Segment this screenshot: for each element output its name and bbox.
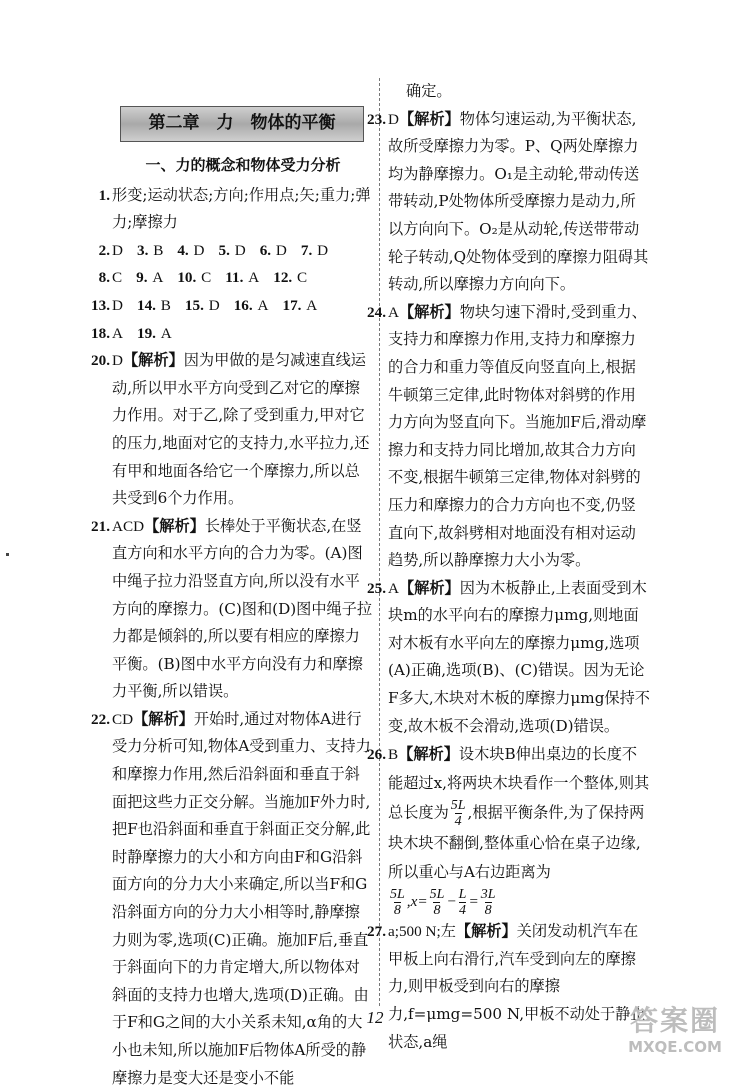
fraction-denominator: 4 bbox=[454, 814, 462, 830]
item-number: 6. bbox=[259, 241, 272, 259]
fraction bbox=[459, 887, 467, 918]
section-title: 一、力的概念和物体受力分析 bbox=[145, 156, 341, 174]
answer-item-22 bbox=[91, 706, 374, 1092]
answer-row-13-17 bbox=[91, 292, 374, 320]
item-number: 11. bbox=[225, 269, 244, 287]
item-number: 8. bbox=[98, 269, 110, 287]
answer-value: D bbox=[388, 110, 399, 128]
answer-item-1 bbox=[98, 182, 374, 237]
analysis-tag: 【解析】 bbox=[398, 578, 460, 597]
analysis-tag: 【解析】 bbox=[398, 745, 459, 764]
answer-value: B bbox=[153, 241, 164, 259]
fraction-numerator: 5L bbox=[390, 887, 405, 903]
answer-item-21 bbox=[91, 513, 374, 706]
explanation-text: 长棒处于平衡状态,在竖直方向和水平方向的合力为零。(A)图中绳子拉力沿竖直方向,所以没有水平方向的摩擦力。(C)图和(D)图中绳子拉力都是倾斜的,所以要有相应的摩擦力平衡。(B)图中水平方向没有力和摩擦力平衡,所以错误。 bbox=[112, 516, 373, 701]
explanation-text: 设木块B伸出桌边的长度不能超过x,将两块木块看作一个整体,则其总长度为 bbox=[388, 745, 650, 822]
answer-value: B bbox=[160, 296, 171, 314]
fraction-denominator: 8 bbox=[393, 903, 401, 919]
item-text: 形变;运动状态;方向;作用点;矢;重力;弹力;摩擦力 bbox=[112, 185, 371, 232]
answer-value: C bbox=[297, 269, 308, 287]
item-number: 21. bbox=[91, 517, 110, 535]
watermark-url: MXQE.COM bbox=[628, 1038, 722, 1056]
analysis-tag: 【解析】 bbox=[398, 302, 460, 321]
answer-value: D bbox=[112, 241, 123, 259]
answer-value: A bbox=[388, 579, 399, 597]
item-number: 20. bbox=[91, 352, 110, 370]
item-number: 12. bbox=[273, 269, 293, 287]
fraction-numerator: L bbox=[458, 887, 467, 903]
analysis-tag: 【解析】 bbox=[398, 109, 460, 128]
column-divider bbox=[379, 78, 381, 1006]
item-number: 5. bbox=[218, 241, 230, 259]
margin-mark bbox=[6, 553, 9, 556]
answer-item-23 bbox=[367, 106, 650, 299]
item-number: 15. bbox=[184, 296, 204, 314]
item-number: 13. bbox=[91, 296, 110, 314]
item-number: 10. bbox=[177, 269, 197, 287]
answer-value: CD bbox=[112, 710, 134, 728]
answer-value: D bbox=[112, 352, 123, 370]
item-number: 3. bbox=[136, 241, 149, 259]
item-number: 9. bbox=[136, 269, 148, 287]
item-number: 23. bbox=[367, 110, 386, 128]
analysis-tag: 【解析】 bbox=[133, 709, 194, 728]
answer-item-24 bbox=[367, 299, 650, 575]
explanation-text: ,根据平衡条件,为了保持两块木块不翻倒,整体重心恰在桌子边缘,所以重心与A右边距离为 bbox=[388, 803, 645, 882]
item-number: 26. bbox=[367, 746, 386, 764]
item-number: 14. bbox=[136, 296, 156, 314]
left-column bbox=[91, 78, 374, 1092]
fraction-denominator: 8 bbox=[433, 903, 441, 919]
answer-value: D bbox=[317, 241, 329, 259]
answer-value: A bbox=[257, 296, 269, 314]
item-number: 27. bbox=[367, 923, 386, 941]
item-number: 4. bbox=[177, 241, 189, 259]
fraction-numerator: 5L bbox=[429, 887, 445, 903]
answer-row-2-7 bbox=[98, 237, 374, 265]
fraction-numerator: 5L bbox=[450, 798, 466, 814]
item-number: 7. bbox=[300, 241, 313, 259]
answer-item-25 bbox=[367, 575, 650, 741]
explanation-text: 因为甲做的是匀减速直线运动,所以甲水平方向受到乙对它的摩擦力作用。对于乙,除了受到重力,甲对它的压力,地面对它的支持力,水平拉力,还有甲和地面各给它一个摩擦力,所以总共受到6个力作用。 bbox=[112, 351, 370, 508]
item-number: 22. bbox=[91, 710, 110, 728]
chapter-title: 第二章 力 物体的平衡 bbox=[120, 106, 364, 142]
item-number: 1. bbox=[98, 186, 110, 204]
analysis-tag: 【解析】 bbox=[455, 922, 517, 941]
answer-value: D bbox=[234, 241, 246, 259]
explanation-text: 因为木板静止,上表面受到木块m的水平向右的摩擦力μmg,则地面对木板有水平向左的摩擦力μmg,选项(A)正确,选项(B)、(C)错误。因为无论F多大,木块对木板的摩擦力μmg保持不变,故木板不会滑动,选项(D)错误。 bbox=[388, 578, 650, 735]
answer-value: B bbox=[388, 746, 399, 764]
answer-value: C bbox=[112, 269, 123, 287]
answer-value: D bbox=[112, 296, 123, 314]
analysis-tag: 【解析】 bbox=[144, 516, 205, 535]
answer-value: D bbox=[275, 241, 287, 259]
watermark-logo bbox=[610, 1004, 740, 1059]
answer-value: D bbox=[193, 241, 205, 259]
answer-value: D bbox=[208, 296, 220, 314]
item-number: 25. bbox=[367, 579, 386, 597]
explanation-text: 物体匀速运动,为平衡状态,故所受摩擦力为零。P、Q两处摩擦力均为静摩擦力。O₁是主动轮,带动传送带转动,P处物体所受摩擦力是动力,所以方向向下。O₂是从动轮,传送带带动轮子转动,Q处物体受到的摩擦力阻碍其转动,所以摩擦力方向向下。 bbox=[388, 109, 649, 294]
formula-text: ,x= bbox=[406, 893, 428, 911]
fraction bbox=[430, 887, 445, 918]
answer-value: A bbox=[112, 324, 123, 342]
explanation-text: 物块匀速下滑时,受到重力、支持力和摩擦力作用,支持力和摩擦力的合力和重力等值反向竖直向上,根据牛顿第三定律,此时物体对斜劈的作用力方向为竖直向下。当施加F后,滑动摩擦力和支持力同比增加,故其合力方向不变,根据牛顿第三定律,物体对斜劈的压力和摩擦力的合力方向也不变,仍竖直向下,故斜劈相对地面没有相对运动趋势,所以静摩擦力大小为零。 bbox=[388, 302, 647, 570]
fraction bbox=[481, 887, 496, 918]
analysis-tag: 【解析】 bbox=[122, 351, 184, 370]
answer-row-18-19 bbox=[91, 320, 374, 348]
continued-text: 确定。 bbox=[406, 82, 452, 100]
explanation-text: 开始时,通过对物体A进行受力分析可知,物体A受到重力、支持力和摩擦力作用,然后沿斜面和垂直于斜面把这些力正交分解。当施加F外力时,把F也沿斜面和垂直于斜面正交分解,此时静摩擦力的大小和方向由F和G沿斜面方向的分力大小来确定,所以当F和G沿斜面方向的分力大小相等时,静摩擦力则为零,选项(C)正确。施加F后,垂直于斜面向下的力肯定增大,所以物体对斜面的支持力也增大,选项(D)正确。由于F和G之间的大小关系未知,α角的大小也未知,所以施加F后物体A所受的静摩擦力是变大还是变小不能 bbox=[112, 709, 371, 1087]
answer-item-26 bbox=[367, 740, 650, 919]
formula bbox=[388, 887, 497, 919]
answer-value: ACD bbox=[112, 517, 145, 535]
item-number: 16. bbox=[233, 296, 253, 314]
item-number: 24. bbox=[367, 303, 386, 321]
answer-value: C bbox=[201, 269, 212, 287]
fraction-numerator: 3L bbox=[480, 887, 496, 903]
item-number: 2. bbox=[98, 241, 110, 259]
fraction-denominator: 8 bbox=[484, 903, 492, 919]
item-number: 19. bbox=[136, 324, 156, 342]
answer-value: A bbox=[388, 303, 399, 321]
item-number: 18. bbox=[91, 324, 110, 342]
formula-operator: = bbox=[468, 893, 479, 911]
answer-value: A bbox=[160, 324, 172, 342]
answer-row-8-12 bbox=[98, 264, 374, 292]
answer-value: A bbox=[248, 269, 260, 287]
watermark-text: 答案圈 bbox=[629, 1004, 720, 1037]
fraction-total-length bbox=[451, 798, 466, 829]
answer-value: A bbox=[152, 269, 164, 287]
fraction bbox=[390, 887, 405, 918]
answer-value: A bbox=[306, 296, 318, 314]
answer-item-20 bbox=[91, 347, 374, 513]
page-number: 12 bbox=[366, 1008, 384, 1027]
fraction-denominator: 4 bbox=[459, 903, 467, 919]
item-number: 17. bbox=[282, 296, 302, 314]
explanation-text: 关闭发动机汽车在甲板上向右滑行,汽车受到向左的摩擦力,则甲板受到向右的摩擦力,f=μmg=500 N,甲板不动处于静止状态,a绳 bbox=[388, 922, 646, 1051]
answer-value: a;500 N;左 bbox=[388, 923, 456, 941]
formula-operator: − bbox=[446, 893, 457, 911]
